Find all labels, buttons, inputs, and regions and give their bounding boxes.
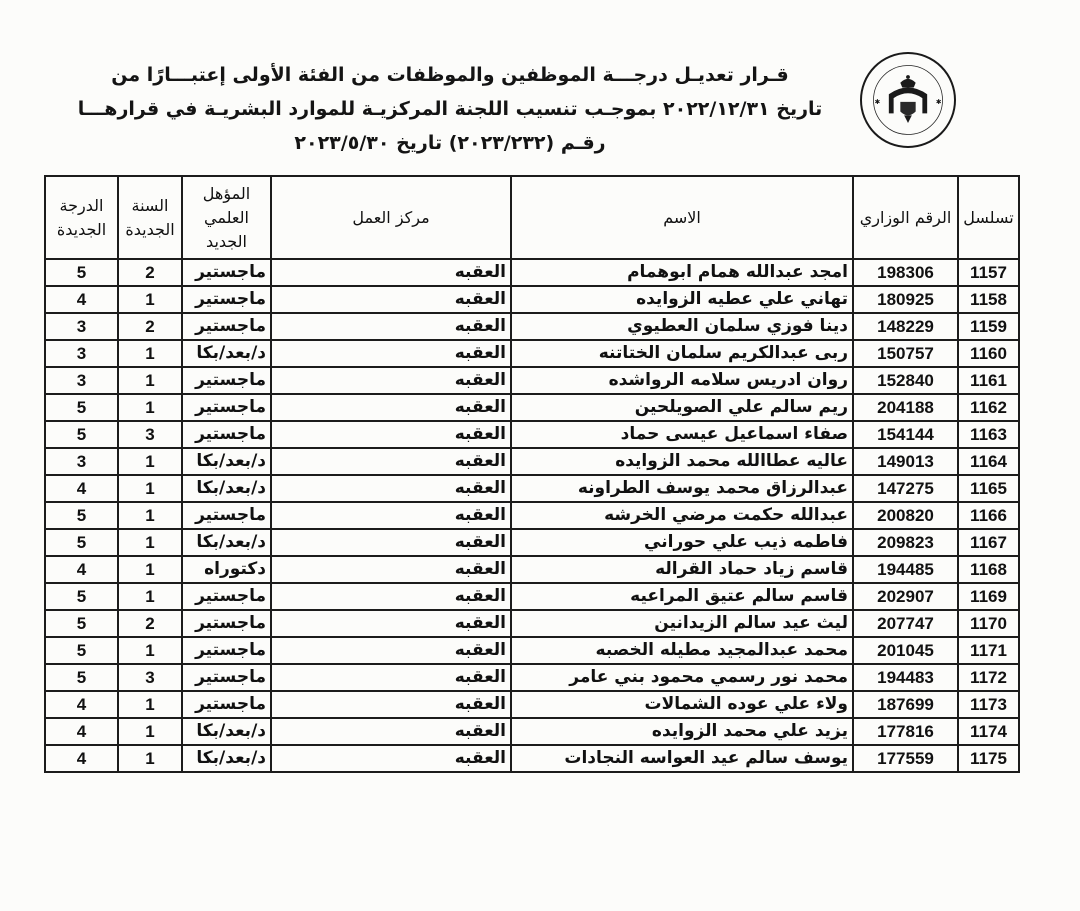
cell-workplace: العقبه xyxy=(271,556,511,583)
cell-name: عبدالرزاق محمد يوسف الطراونه xyxy=(511,475,853,502)
cell-new-year: 1 xyxy=(118,718,182,745)
cell-new-year: 1 xyxy=(118,394,182,421)
cell-serial: 1165 xyxy=(958,475,1019,502)
cell-name: عبدالله حكمت مرضي الخرشه xyxy=(511,502,853,529)
cell-serial: 1163 xyxy=(958,421,1019,448)
cell-new-year: 1 xyxy=(118,340,182,367)
cell-new-year: 1 xyxy=(118,691,182,718)
cell-serial: 1173 xyxy=(958,691,1019,718)
cell-ministerial-number: 194483 xyxy=(853,664,958,691)
cell-ministerial-number: 187699 xyxy=(853,691,958,718)
table-row xyxy=(45,448,1019,475)
cell-workplace: العقبه xyxy=(271,394,511,421)
cell-workplace: العقبه xyxy=(271,286,511,313)
cell-qualification: ماجستير xyxy=(182,367,271,394)
cell-ministerial-number: 177559 xyxy=(853,745,958,772)
cell-qualification: ماجستير xyxy=(182,691,271,718)
cell-qualification: ماجستير xyxy=(182,502,271,529)
table-row xyxy=(45,367,1019,394)
cell-new-grade: 3 xyxy=(45,340,118,367)
cell-new-grade: 5 xyxy=(45,502,118,529)
cell-serial: 1171 xyxy=(958,637,1019,664)
cell-new-grade: 4 xyxy=(45,745,118,772)
cell-ministerial-number: 152840 xyxy=(853,367,958,394)
cell-qualification: ماجستير xyxy=(182,664,271,691)
cell-ministerial-number: 148229 xyxy=(853,313,958,340)
cell-name: يزيد علي محمد الزوايده xyxy=(511,718,853,745)
cell-new-year: 2 xyxy=(118,313,182,340)
cell-new-grade: 3 xyxy=(45,448,118,475)
cell-qualification: د/بعد/بكا xyxy=(182,475,271,502)
employees-grade-table xyxy=(44,175,1020,773)
cell-qualification: ماجستير xyxy=(182,637,271,664)
cell-new-grade: 5 xyxy=(45,259,118,286)
cell-qualification: دكتوراه xyxy=(182,556,271,583)
cell-ministerial-number: 200820 xyxy=(853,502,958,529)
cell-serial: 1169 xyxy=(958,583,1019,610)
crown-emblem-icon xyxy=(862,54,954,146)
cell-workplace: العقبه xyxy=(271,448,511,475)
cell-workplace: العقبه xyxy=(271,259,511,286)
cell-ministerial-number: 147275 xyxy=(853,475,958,502)
svg-text:✱: ✱ xyxy=(874,97,881,106)
header-workplace: مركز العمل xyxy=(271,176,511,259)
table-row xyxy=(45,475,1019,502)
cell-serial: 1160 xyxy=(958,340,1019,367)
cell-name: محمد نور رسمي محمود بني عامر xyxy=(511,664,853,691)
cell-workplace: العقبه xyxy=(271,502,511,529)
cell-new-year: 1 xyxy=(118,745,182,772)
cell-ministerial-number: 201045 xyxy=(853,637,958,664)
cell-qualification: ماجستير xyxy=(182,421,271,448)
header-new-grade: الدرجة الجديدة xyxy=(45,176,118,259)
cell-name: ولاء علي عوده الشمالات xyxy=(511,691,853,718)
cell-serial: 1159 xyxy=(958,313,1019,340)
cell-workplace: العقبه xyxy=(271,718,511,745)
cell-serial: 1167 xyxy=(958,529,1019,556)
cell-new-grade: 3 xyxy=(45,367,118,394)
cell-serial: 1174 xyxy=(958,718,1019,745)
table-row xyxy=(45,313,1019,340)
cell-qualification: ماجستير xyxy=(182,394,271,421)
cell-qualification: ماجستير xyxy=(182,286,271,313)
cell-serial: 1162 xyxy=(958,394,1019,421)
header-serial: تسلسل xyxy=(958,176,1019,259)
cell-name: روان ادريس سلامه الرواشده xyxy=(511,367,853,394)
table-row xyxy=(45,556,1019,583)
cell-new-year: 1 xyxy=(118,529,182,556)
cell-qualification: د/بعد/بكا xyxy=(182,448,271,475)
cell-name: قاسم سالم عتيق المراعيه xyxy=(511,583,853,610)
title-line-1: قـرار تعديـل درجـــة الموظفين والموظفات من الفئة الأولى إعتبـــارًا من xyxy=(111,64,789,86)
cell-new-grade: 5 xyxy=(45,529,118,556)
cell-new-grade: 3 xyxy=(45,313,118,340)
cell-serial: 1166 xyxy=(958,502,1019,529)
cell-ministerial-number: 180925 xyxy=(853,286,958,313)
table-row xyxy=(45,286,1019,313)
cell-new-year: 3 xyxy=(118,664,182,691)
header-qualification: المؤهل العلمي الجديد xyxy=(182,176,271,259)
table-row xyxy=(45,502,1019,529)
cell-workplace: العقبه xyxy=(271,340,511,367)
table-row xyxy=(45,583,1019,610)
header-ministerial-number: الرقم الوزاري xyxy=(853,176,958,259)
header-name: الاسم xyxy=(511,176,853,259)
cell-new-year: 1 xyxy=(118,286,182,313)
cell-name: امجد عبدالله همام ابوهمام xyxy=(511,259,853,286)
table-row xyxy=(45,529,1019,556)
cell-ministerial-number: 177816 xyxy=(853,718,958,745)
cell-ministerial-number: 194485 xyxy=(853,556,958,583)
cell-workplace: العقبه xyxy=(271,421,511,448)
cell-name: دينا فوزي سلمان العطيوي xyxy=(511,313,853,340)
cell-new-grade: 4 xyxy=(45,475,118,502)
cell-ministerial-number: 154144 xyxy=(853,421,958,448)
cell-workplace: العقبه xyxy=(271,691,511,718)
cell-new-year: 1 xyxy=(118,475,182,502)
cell-qualification: د/بعد/بكا xyxy=(182,529,271,556)
cell-name: محمد عبدالمجيد مطيله الخصبه xyxy=(511,637,853,664)
cell-ministerial-number: 207747 xyxy=(853,610,958,637)
cell-qualification: د/بعد/بكا xyxy=(182,745,271,772)
cell-name: يوسف سالم عيد العواسه النجادات xyxy=(511,745,853,772)
cell-name: فاطمه ذيب علي حوراني xyxy=(511,529,853,556)
table-row xyxy=(45,691,1019,718)
cell-ministerial-number: 150757 xyxy=(853,340,958,367)
cell-workplace: العقبه xyxy=(271,529,511,556)
table-row xyxy=(45,259,1019,286)
cell-workplace: العقبه xyxy=(271,610,511,637)
cell-ministerial-number: 149013 xyxy=(853,448,958,475)
cell-workplace: العقبه xyxy=(271,745,511,772)
table-row xyxy=(45,745,1019,772)
cell-name: تهاني علي عطيه الزوايده xyxy=(511,286,853,313)
cell-new-grade: 4 xyxy=(45,718,118,745)
cell-name: قاسم زياد حماد القراله xyxy=(511,556,853,583)
cell-name: ريم سالم علي الصويلحين xyxy=(511,394,853,421)
table-row xyxy=(45,340,1019,367)
table-row xyxy=(45,421,1019,448)
cell-qualification: د/بعد/بكا xyxy=(182,340,271,367)
cell-new-grade: 4 xyxy=(45,286,118,313)
cell-new-grade: 5 xyxy=(45,664,118,691)
cell-qualification: ماجستير xyxy=(182,583,271,610)
cell-new-year: 3 xyxy=(118,421,182,448)
cell-workplace: العقبه xyxy=(271,637,511,664)
title-line-3: رقـم (٢٠٢٣/٢٣٢) تاريخ ٢٠٢٣/٥/٣٠ xyxy=(294,132,606,154)
cell-serial: 1172 xyxy=(958,664,1019,691)
table-header-row xyxy=(45,176,1019,259)
cell-workplace: العقبه xyxy=(271,664,511,691)
table-row xyxy=(45,664,1019,691)
decision-title xyxy=(70,58,830,160)
cell-new-year: 1 xyxy=(118,583,182,610)
cell-workplace: العقبه xyxy=(271,313,511,340)
cell-serial: 1158 xyxy=(958,286,1019,313)
cell-new-grade: 5 xyxy=(45,394,118,421)
cell-new-year: 2 xyxy=(118,259,182,286)
cell-new-grade: 5 xyxy=(45,637,118,664)
cell-new-grade: 5 xyxy=(45,610,118,637)
cell-qualification: د/بعد/بكا xyxy=(182,718,271,745)
cell-workplace: العقبه xyxy=(271,583,511,610)
table-row xyxy=(45,637,1019,664)
cell-new-year: 1 xyxy=(118,367,182,394)
table-row xyxy=(45,610,1019,637)
cell-qualification: ماجستير xyxy=(182,313,271,340)
cell-new-year: 1 xyxy=(118,448,182,475)
cell-name: صفاء اسماعيل عيسى حماد xyxy=(511,421,853,448)
cell-new-grade: 5 xyxy=(45,421,118,448)
cell-qualification: ماجستير xyxy=(182,610,271,637)
cell-name: ليث عيد سالم الزيدانين xyxy=(511,610,853,637)
cell-new-year: 2 xyxy=(118,610,182,637)
title-line-2: تاريخ ٢٠٢٢/١٢/٣١ بموجـب تنسيب اللجنة المركزيـة للموارد البشريـة في قرارهـــا xyxy=(77,98,823,120)
cell-new-year: 1 xyxy=(118,556,182,583)
cell-qualification: ماجستير xyxy=(182,259,271,286)
cell-new-grade: 4 xyxy=(45,691,118,718)
cell-ministerial-number: 204188 xyxy=(853,394,958,421)
cell-serial: 1175 xyxy=(958,745,1019,772)
cell-new-year: 1 xyxy=(118,637,182,664)
cell-serial: 1161 xyxy=(958,367,1019,394)
cell-name: ربى عبدالكريم سلمان الختاتنه xyxy=(511,340,853,367)
table-body xyxy=(45,259,1019,772)
cell-serial: 1157 xyxy=(958,259,1019,286)
cell-serial: 1168 xyxy=(958,556,1019,583)
cell-ministerial-number: 202907 xyxy=(853,583,958,610)
cell-serial: 1164 xyxy=(958,448,1019,475)
table-row xyxy=(45,394,1019,421)
cell-workplace: العقبه xyxy=(271,367,511,394)
cell-new-grade: 4 xyxy=(45,556,118,583)
cell-new-grade: 5 xyxy=(45,583,118,610)
table-row xyxy=(45,718,1019,745)
cell-new-year: 1 xyxy=(118,502,182,529)
cell-workplace: العقبه xyxy=(271,475,511,502)
ministry-emblem-icon xyxy=(860,52,956,148)
header-new-year: السنة الجديدة xyxy=(118,176,182,259)
cell-ministerial-number: 209823 xyxy=(853,529,958,556)
svg-text:✱: ✱ xyxy=(935,97,942,106)
cell-serial: 1170 xyxy=(958,610,1019,637)
cell-name: عاليه عطاالله محمد الزوايده xyxy=(511,448,853,475)
cell-ministerial-number: 198306 xyxy=(853,259,958,286)
